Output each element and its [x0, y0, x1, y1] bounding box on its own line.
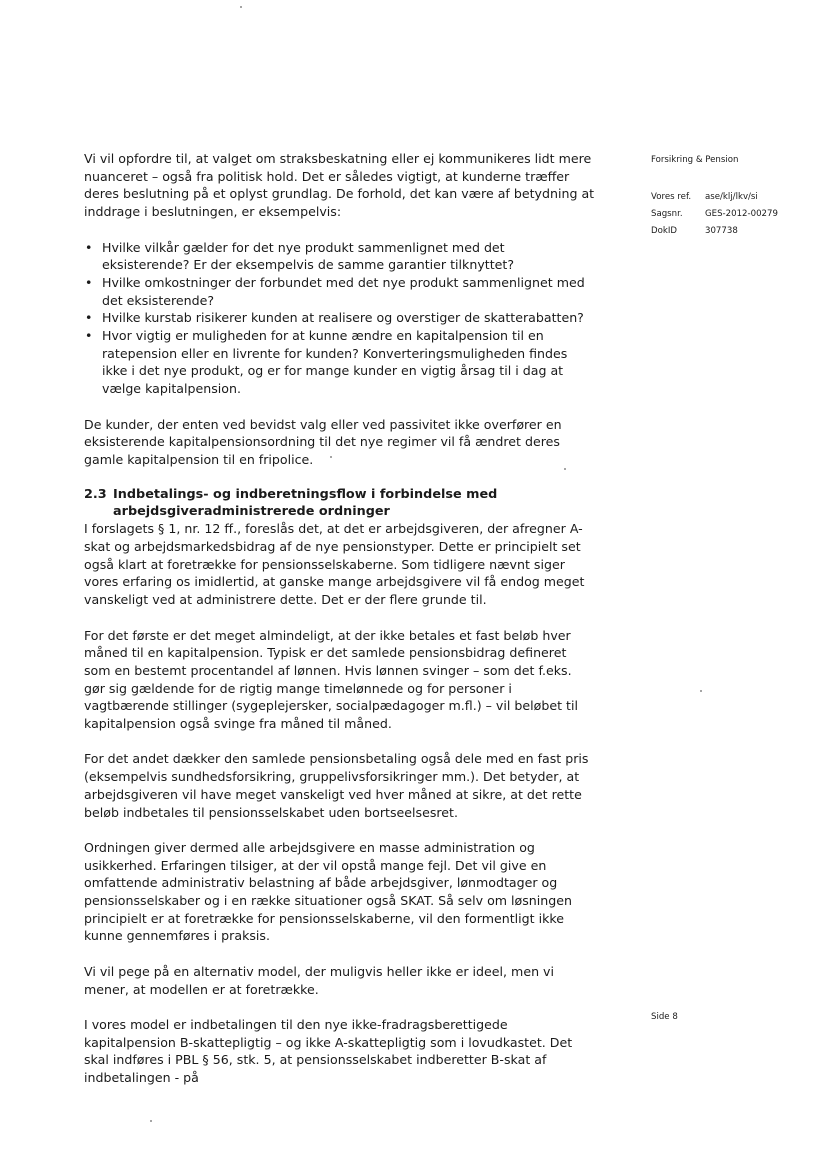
bullet-icon: • [85, 310, 93, 326]
paragraph: I vores model er indbetalingen til den nye ikke-fradragsberettigede kapitalpension B-skattepligtig – og ikke A-skattepligtig som i lovudkastet. Det skal indføres i PBL § 56, stk. 5, at pensionsselskabet indberetter B-skat af indbetalingen - på [84, 1016, 573, 1086]
bullet-icon: • [85, 328, 93, 344]
page-number: Side 8 [651, 1012, 678, 1022]
paragraph: I forslagets § 1, nr. 12 ff., foreslås det, at det er arbejdsgiveren, der afregner A-skat og arbejdsmarkedsbidrag af de nye pensionstyper. Dette er principielt set også klart at foretrække for pensionsselskaberne. Som tidligere nævnt siger vores erfaring os imidlertid, at ganske mange arbejdsgivere vil få endog meget vanskeligt ved at administrere dette. Det er der flere grunde til. [84, 521, 585, 608]
paragraph: For det andet dækker den samlede pensionsbetaling også dele med en fast pris (eksempelvis sundhedsforsikring, gruppelivsforsikringer mm.). Det betyder, at arbejdsgiveren vil have meget vanskeligt ved hver måned at sikre, at det rette beløb indbetales til pensionsselskabet uden bortseelsesret. [84, 751, 589, 820]
sidebar-org: Forsikring & Pension [651, 155, 739, 165]
section-title: Indbetalings- og indberetningsflow i forbindelse med arbejdsgiveradministrerede ordninger [113, 487, 498, 520]
letter-body [84, 150, 596, 1087]
paragraph: Ordningen giver dermed alle arbejdsgivere en masse administration og usikkerhed. Erfaringen tilsiger, at der vil opstå mange fejl. Det vil give en omfattende administrativ belastning af både arbejdsgiver, lønmodtager og pensionsselskaber og i en række situationer også SKAT. Så selv om løsningen principielt er at foretrække for pensionsselskaberne, vil den formentligt ikke kunne gennemføres i praksis. [84, 839, 572, 944]
reference-label: Vores ref. [651, 192, 692, 202]
reference-value: ase/klj/lkv/si [705, 192, 758, 202]
section-number: 2.3 [84, 487, 107, 503]
list-item: • Hvilke kurstab risikerer kunden at realisere og overstiger de skatterabatten? [85, 310, 584, 326]
intro-paragraph: Vi vil opfordre til, at valget om straksbeskatning eller ej kommunikeres lidt mere nuanceret – også fra politisk hold. Det er således vigtigt, at kunderne træffer deres beslutning på et oplyst grundlag. De forhold, det kan være af betydning at inddrage i beslutningen, er eksempelvis: [84, 151, 595, 220]
list-item: • Hvilke omkostninger der forbundet med det nye produkt sammenlignet med det eksisterende? [85, 274, 585, 308]
scan-speck [564, 468, 566, 470]
reference-row [651, 189, 778, 206]
reference-label: Sagsnr. [651, 209, 683, 219]
reference-block [651, 189, 778, 240]
list-item: • Hvor vigtig er muligheden for at kunne ændre en kapitalpension til en ratepension eller en livrente for kunden? Konverteringsmuligheden findes ikke i det nye produkt, og er for mange kunder en vigtig årsag til i dag at vælge kapitalpension. [85, 328, 568, 397]
bullet-icon: • [85, 274, 93, 290]
paragraph: De kunder, der enten ved bevidst valg eller ved passivitet ikke overfører en eksisterende kapitalpensionsordning til det nye regimer vil få ændret deres gamle kapitalpension til en fripolice. [84, 416, 562, 467]
scan-speck [240, 6, 242, 8]
paragraph: For det første er det meget almindeligt, at der ikke betales et fast beløb hver måned til en kapitalpension. Typisk er det samlede pensionsbidrag defineret som en bestemt procentandel af lønnen. Hvis lønnen svinger – som det f.eks. gør sig gældende for de rigtig mange timelønnede og for personer i vagtbærende stillinger (sygeplejersker, socialpædagoger m.fl.) – vil beløbet til kapitalpension også svinge fra måned til måned. [84, 627, 578, 732]
scan-speck [150, 1120, 152, 1122]
list-item: • Hvilke vilkår gælder for det nye produkt sammenlignet med det eksisterende? Er der eksempelvis de samme garantier tilknyttet? [85, 239, 515, 273]
bullet-icon: • [85, 239, 93, 255]
reference-row [651, 223, 778, 240]
section-heading [84, 486, 596, 520]
scan-speck [700, 690, 702, 692]
scan-speck [330, 456, 332, 458]
reference-row [651, 206, 778, 223]
paragraph: Vi vil pege på en alternativ model, der muligvis heller ikke er ideel, men vi mener, at modellen er at foretrække. [84, 963, 555, 997]
reference-label: DokID [651, 226, 678, 236]
reference-value: 307738 [705, 226, 738, 236]
reference-value: GES-2012-00279 [705, 209, 778, 219]
consideration-list [84, 239, 596, 398]
